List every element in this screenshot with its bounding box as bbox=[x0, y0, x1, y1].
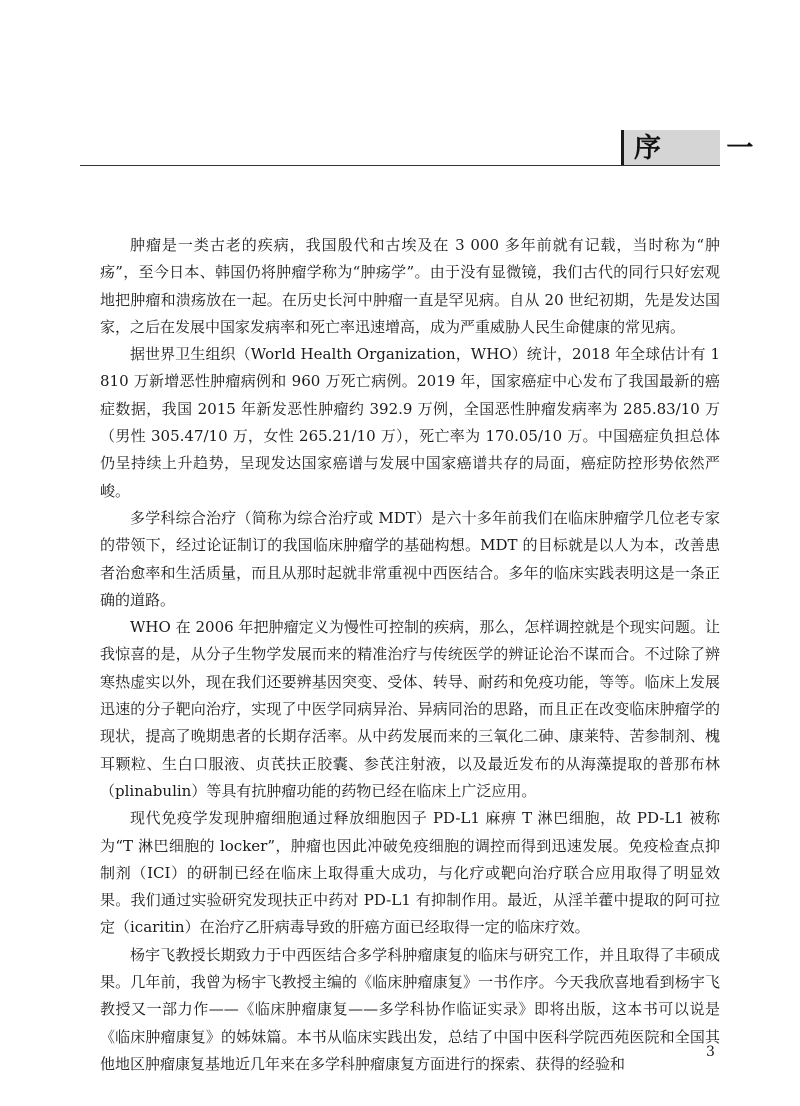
paragraph-5: 现代免疫学发现肿瘤细胞通过释放细胞因子 PD-L1 麻痹 T 淋巴细胞，故 PD-L1 被称为“T 淋巴细胞的 locker”，肿瘤也因此冲破免疫细胞的调控而得到迅速发展。免疫检查点抑制剂（ICI）的研制已经在临床上取得重大成功，与化疗或靶向治疗联合应用取得了明显效果。我们通过实验研究发现扶正中药对 PD-L1 有抑制作用。最近，从淫羊藿中提取的阿可拉定（icaritin）在治疗乙肝病毒导致的肝癌方面已经取得一定的临床疗效。 bbox=[100, 809, 720, 937]
section-title: 序 一 bbox=[634, 132, 782, 164]
paragraph-2: 据世界卫生组织（World Health Organization，WHO）统计，2018 年全球估计有 1 810 万新增恶性肿瘤病例和 960 万死亡病例。2019 年，国家癌症中心发布了我国最新的癌症数据，我国 2015 年新发恶性肿瘤约 392.9 万例，全国恶性肿瘤发病率为 285.83/10 万（男性 305.47/10 万，女性 265.21/10 万），死亡率为 170.05/10 万。中国癌症负担总体仍呈持续上升趋势，呈现发达国家癌谱与发展中国家癌谱共存的局面，癌症防控形势依然严峻。 bbox=[100, 345, 720, 500]
page-number: 3 bbox=[706, 1044, 715, 1060]
section-title-badge bbox=[621, 130, 782, 166]
preface-body bbox=[100, 232, 720, 1078]
paragraph-4: WHO 在 2006 年把肿瘤定义为慢性可控制的疾病，那么，怎样调控就是个现实问题。让我惊喜的是，从分子生物学发展而来的精准治疗与传统医学的辨证论治不谋而合。不过除了辨寒热虚实以外，现在我们还要辨基因突变、受体、转导、耐药和免疫功能，等等。临床上发展迅速的分子靶向治疗，实现了中医学同病异治、异病同治的思路，而且正在改变临床肿瘤学的现状，提高了晚期患者的长期存活率。从中药发展而来的三氧化二砷、康莱特、苦参制剂、槐耳颗粒、生白口服液、贞芪扶正胶囊、参芪注射液，以及最近发布的从海藻提取的普那布林（plinabulin）等具有抗肿瘤功能的药物已经在临床上广泛应用。 bbox=[100, 618, 720, 800]
header-divider bbox=[80, 165, 720, 166]
paragraph-1: 肿瘤是一类古老的疾病，我国殷代和古埃及在 3 000 多年前就有记载，当时称为“肿疡”，至今日本、韩国仍将肿瘤学称为“肿疡学”。由于没有显微镜，我们古代的同行只好宏观地把肿瘤和溃疡放在一起。在历史长河中肿瘤一直是罕见病。自从 20 世纪初期，先是发达国家，之后在发展中国家发病率和死亡率迅速增高，成为严重威胁人民生命健康的常见病。 bbox=[100, 236, 720, 336]
paragraph-3: 多学科综合治疗（简称为综合治疗或 MDT）是六十多年前我们在临床肿瘤学几位老专家的带领下，经过论证制订的我国临床肿瘤学的基础构想。MDT 的目标就是以人为本，改善患者治愈率和生活质量，而且从那时起就非常重视中西医结合。多年的临床实践表明这是一条正确的道路。 bbox=[100, 508, 720, 609]
paragraph-6: 杨宇飞教授长期致力于中西医结合多学科肿瘤康复的临床与研究工作，并且取得了丰硕成果。几年前，我曾为杨宇飞教授主编的《临床肿瘤康复》一书作序。今天我欣喜地看到杨宇飞教授又一部力作——《临床肿瘤康复——多学科协作临证实录》即将出版，这本书可以说是《临床肿瘤康复》的姊妹篇。本书从临床实践出发，总结了中国中医科学院西苑医院和全国其他地区肿瘤康复基地近几年来在多学科肿瘤康复方面进行的探索、获得的经验和 bbox=[100, 945, 720, 1073]
